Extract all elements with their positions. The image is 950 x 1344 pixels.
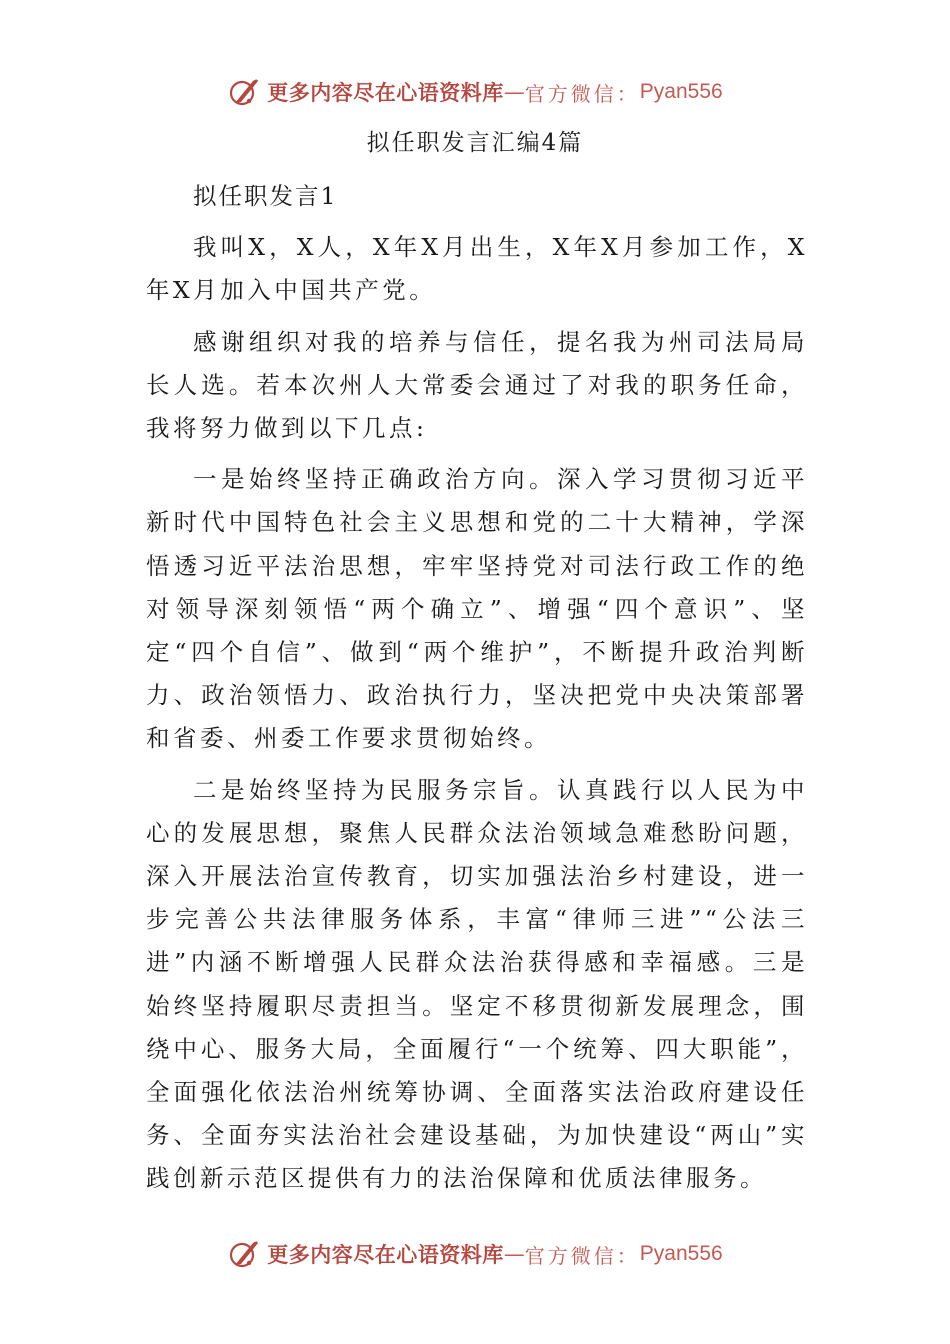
footer-banner [0, 1232, 950, 1276]
paragraph-point-one: 一是始终坚持正确政治方向。深入学习贯彻习近平新时代中国特色社会主义思想和党的二十大精神，学深悟透习近平法治思想，牢牢坚持党对司法行政工作的绝对领导深刻领悟“两个确立”、增强“四个意识”、坚定“四个自信”、做到“两个维护”，不断提升政治判断力、政治领悟力、政治执行力，坚决把党中央决策部署和省委、州委工作要求贯彻始终。 [146, 465, 808, 753]
paragraph-point-two-three: 二是始终坚持为民服务宗旨。认真践行以人民为中心的发展思想，聚焦人民群众法治领域急难愁盼问题，深入开展法治宣传教育，切实加强法治乡村建设，进一步完善公共法律服务体系，丰富“律师三进”“公法三进”内涵不断增强人民群众法治获得感和幸福感。三是始终坚持履职尽责担当。坚定不移贯彻新发展理念，围绕中心、服务大局，全面履行“一个统筹、四大职能”，全面强化依法治州统筹协调、全面落实法治政府建设任务、全面夯实法治社会建设基础，为加快建设“两山”实践创新示范区提供有力的法治保障和优质法律服务。 [146, 775, 808, 1193]
banner-wechat-id: Pyan556 [639, 80, 723, 103]
section-subtitle: 拟任职发言1 [193, 182, 338, 210]
quill-logo-icon [227, 75, 261, 109]
document-body [146, 175, 808, 1209]
banner-dash: — [503, 80, 525, 104]
header-banner [0, 70, 950, 114]
banner-official-label: 官方微信： [524, 1243, 640, 1268]
paragraph-intro: 我叫X，X人，X年X月出生，X年X月参加工作，X年X月加入中国共产党。 [146, 233, 808, 305]
banner-main-text: 更多内容尽在心语资料库 [267, 81, 504, 105]
banner-main-text: 更多内容尽在心语资料库 [267, 1243, 504, 1267]
quill-logo-icon [227, 1237, 261, 1271]
paragraph-thanks: 感谢组织对我的培养与信任，提名我为州司法局局长人选。若本次州人大常委会通过了对我的职务任命，我将努力做到以下几点: [146, 327, 808, 443]
banner-wechat-id: Pyan556 [639, 1242, 723, 1265]
document-title: 拟任职发言汇编4篇 [366, 130, 584, 156]
banner-dash: — [503, 1242, 525, 1266]
banner-official-label: 官方微信： [524, 81, 640, 106]
